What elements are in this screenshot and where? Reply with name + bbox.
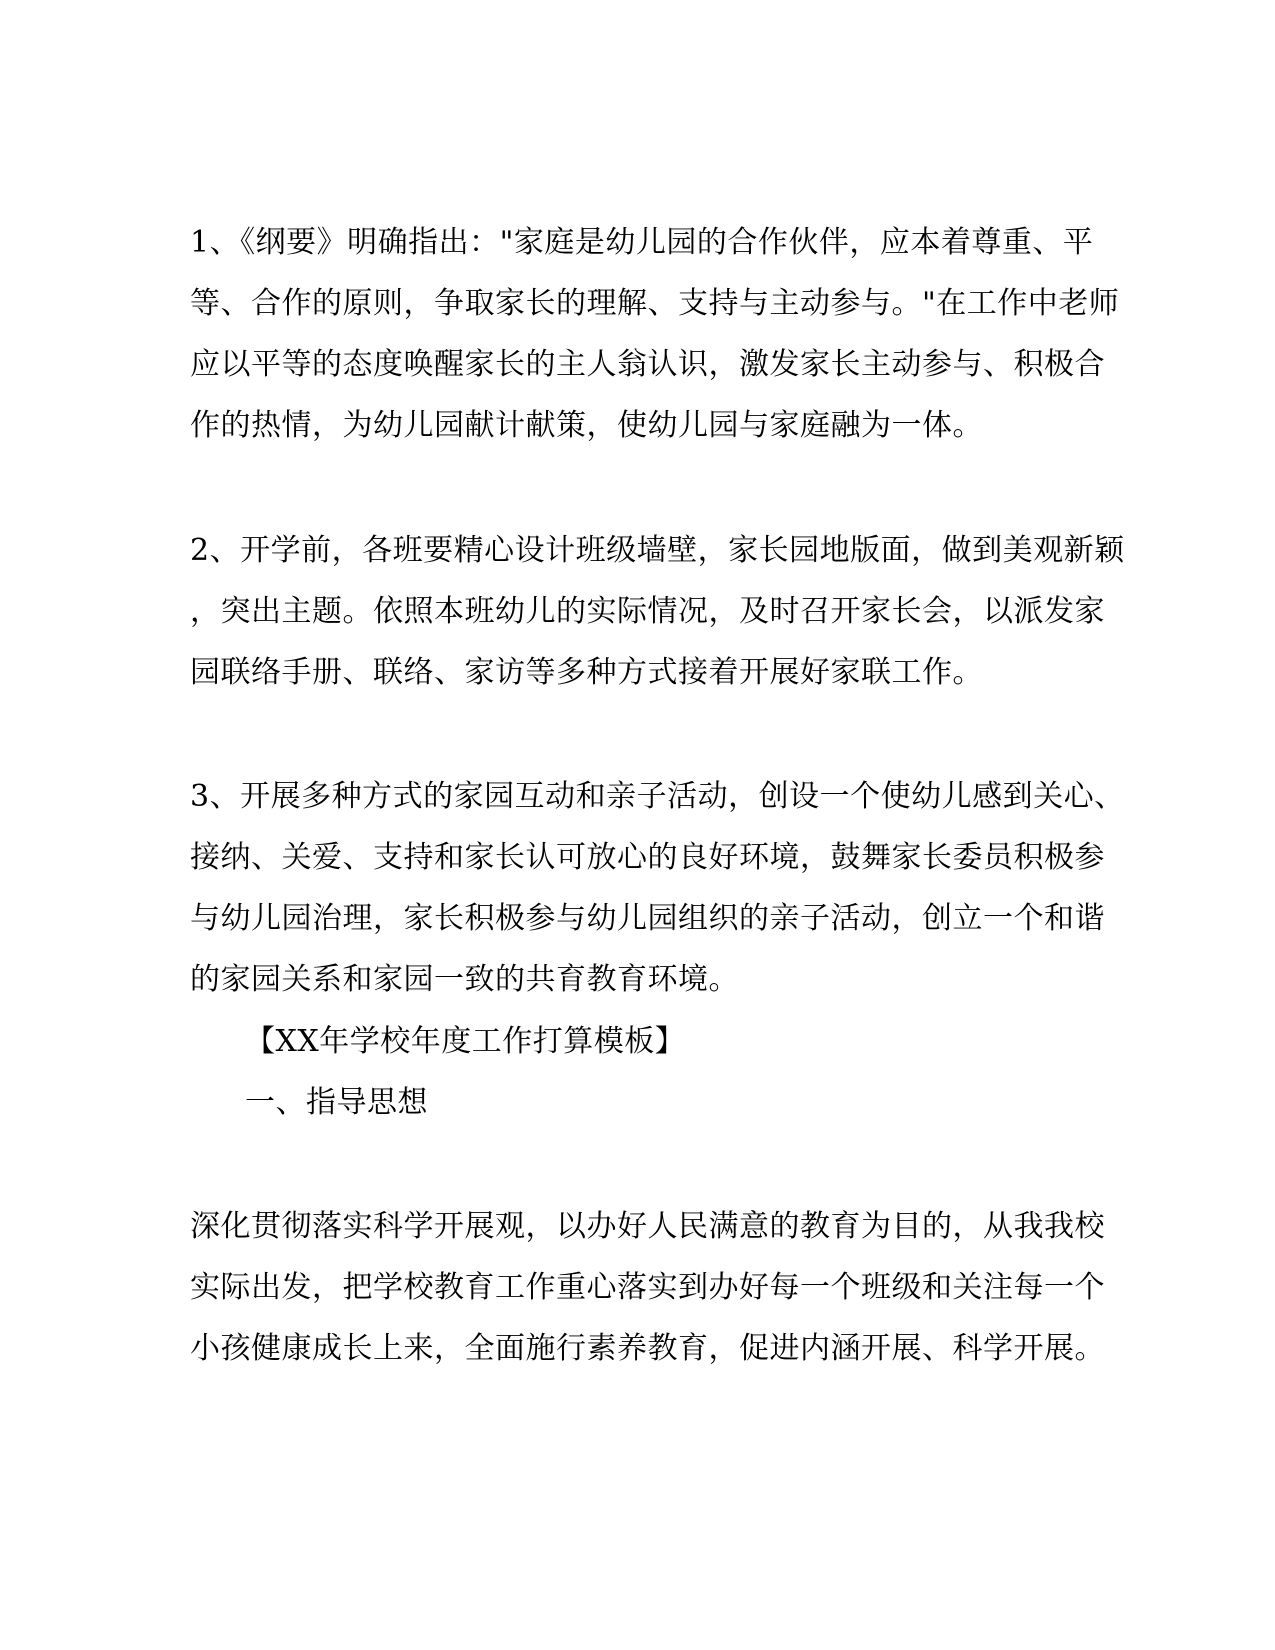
- paragraph-line: 1、《纲要》明确指出："家庭是幼儿园的合作伙伴，应本着尊重、平: [190, 225, 1094, 260]
- paragraph-line: 接纳、关爱、支持和家长认可放心的良好环境，鼓舞家长委员积极参: [190, 840, 1105, 875]
- paragraph-line: 3、开展多种方式的家园互动和亲子活动，创设一个使幼儿感到关心、: [190, 779, 1125, 814]
- paragraph-line: 等、合作的原则，争取家长的理解、支持与主动参与。"在工作中老师: [190, 286, 1120, 321]
- paragraph-line: 与幼儿园治理，家长积极参与幼儿园组织的亲子活动，创立一个和谐: [190, 901, 1105, 936]
- paragraph-line: 小孩健康成长上来，全面施行素养教育，促进内涵开展、科学开展。: [190, 1331, 1105, 1366]
- section-title: 【XX年学校年度工作打算模板】: [245, 1024, 686, 1059]
- subsection-title: 一、指导思想: [245, 1085, 428, 1120]
- paragraph-line: 深化贯彻落实科学开展观，以办好人民满意的教育为目的，从我我校: [190, 1209, 1105, 1244]
- paragraph-line: 园联络手册、联络、家访等多种方式接着开展好家联工作。: [190, 655, 983, 690]
- paragraph-line: 实际出发，把学校教育工作重心落实到办好每一个班级和关注每一个: [190, 1270, 1105, 1305]
- paragraph-line: 2、开学前，各班要精心设计班级墙壁，家长园地版面，做到美观新颖: [190, 533, 1125, 568]
- paragraph-line: 应以平等的态度唤醒家长的主人翁认识，激发家长主动参与、积极合: [190, 347, 1105, 382]
- paragraph-line: ，突出主题。依照本班幼儿的实际情况，及时召开家长会，以派发家: [190, 594, 1105, 629]
- paragraph-line: 的家园关系和家园一致的共育教育环境。: [190, 962, 739, 997]
- paragraph-line: 作的热情，为幼儿园献计献策，使幼儿园与家庭融为一体。: [190, 408, 983, 443]
